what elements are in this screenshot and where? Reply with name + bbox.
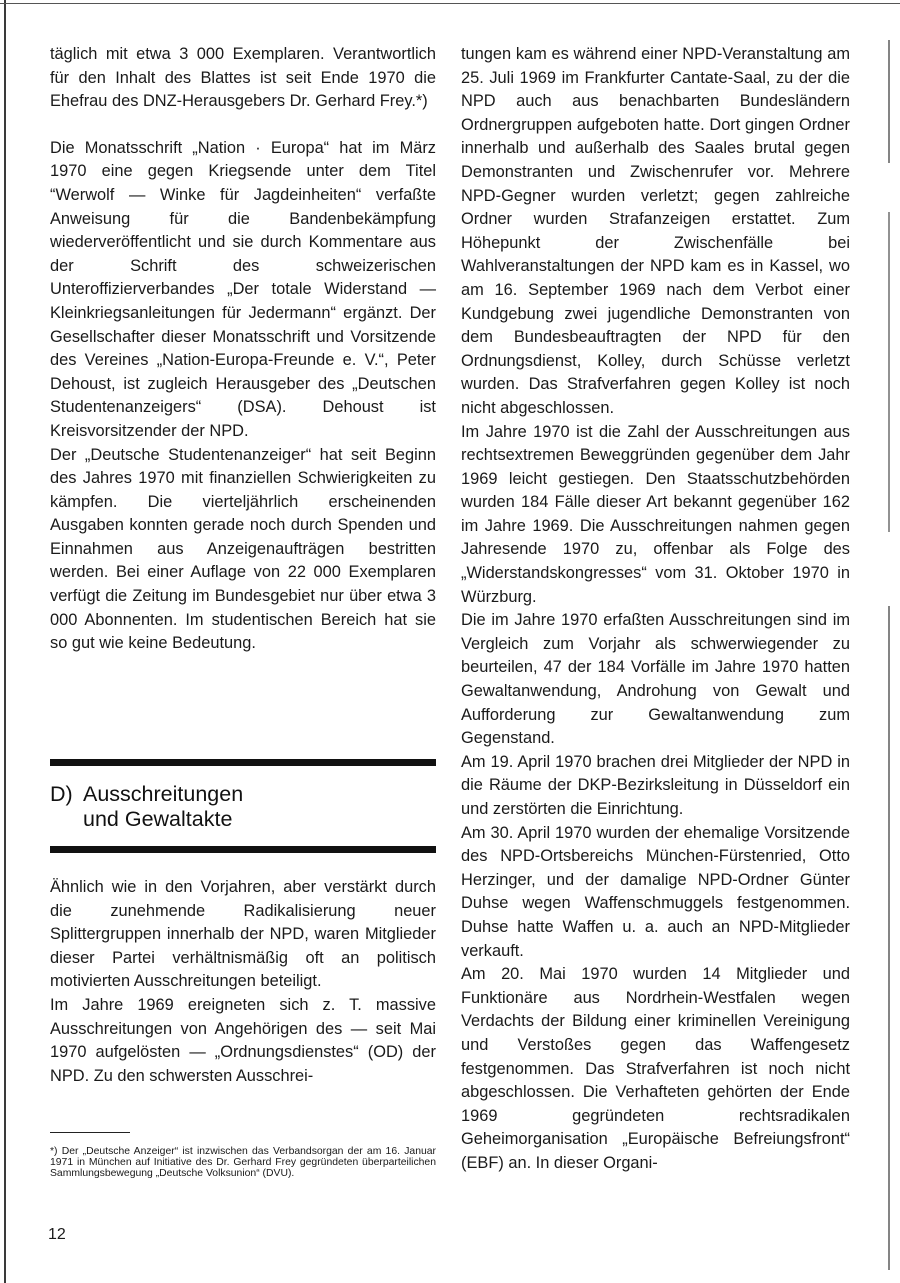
left-column-lower <box>50 876 436 1088</box>
scan-edge-left <box>4 0 6 1283</box>
paragraph: täglich mit etwa 3 000 Exemplaren. Verantwortlich für den Inhalt des Blattes ist seit Ende 1970 die Ehefrau des DNZ-Herausgebers Dr. Gerhard Frey.*) <box>50 45 436 111</box>
paragraph: tungen kam es während einer NPD-Veranstaltung am 25. Juli 1969 im Frankfurter Cantate-Saal, zu der die NPD auch aus benachbarten Bundesländern Ordnergruppen aufgeboten hatte. Dort gingen Ordner innerhalb und außerhalb des Saales brutal gegen Demonstranten und Zwischenrufer vor. Mehrere NPD-Gegner wurden verletzt; gegen zahlreiche Ordner wurden Strafanzeigen erstattet. Zum Höhepunkt der Zwischenfälle bei Wahlveranstaltungen der NPD kam es in Kassel, wo am 16. September 1969 nach dem Verbot einer Kundgebung zwei jugendliche Demonstranten von dem Bundesbeauftragten der NPD für den Ordnungsdienst, Kolley, durch Schüsse verletzt wurden. Das Strafverfahren gegen Kolley ist noch nicht abgeschlossen. <box>461 45 850 417</box>
section-rule-top <box>50 759 436 766</box>
paragraph: Die Monatsschrift „Nation · Europa“ hat im März 1970 eine gegen Kriegsende unter dem Titel “Werwolf — Winke für Jagdeinheiten“ verfaßte Anweisung für die Bandenbekämpfung wiederveröffentlicht und sie durch Kommentare aus der Schrift des schweizerischen Unteroffizierverbandes „Der totale Widerstand — Kleinkriegsanleitungen für Jedermann“ ergänzt. Der Gesellschafter dieser Monatsschrift und Vorsitzende des Vereines „Nation-Europa-Freunde e. V.“, Peter Dehoust, ist zugleich Herausgeber des „Deutschen Studentenanzeigers“ (DSA). Dehoust ist Kreisvorsitzender der NPD. <box>50 138 436 440</box>
paragraph: Am 19. April 1970 brachen drei Mitglieder der NPD in die Räume der DKP-Bezirksleitung in Düsseldorf ein und zerstörten die Einrichtung. <box>461 752 850 818</box>
section-rule-bottom <box>50 846 436 853</box>
scan-edge-top <box>0 3 900 4</box>
footnote: *) Der „Deutsche Anzeiger“ ist inzwischen das Verbandsorgan der am 16. Januar 1971 in München auf Initiative des Dr. Gerhard Frey gegründeten überparteilichen Sammlungsbewegung „Deutsche Volksunion“ (DVU). <box>50 1146 436 1179</box>
left-column <box>50 43 436 656</box>
page-number: 12 <box>48 1226 66 1243</box>
right-column <box>461 43 850 1176</box>
paragraph: Ähnlich wie in den Vorjahren, aber verstärkt durch die zunehmende Radikalisierung neuer Splittergruppen innerhalb der NPD, waren Mitglieder dieser Partei verhältnismäßig oft an politisch motivierten Ausschreitungen beteiligt. <box>50 878 436 991</box>
section-heading <box>50 782 436 832</box>
scan-edge-right <box>888 40 890 1270</box>
paragraph: Am 20. Mai 1970 wurden 14 Mitglieder und Funktionäre aus Nordrhein-Westfalen wegen Verdachts der Bildung einer kriminellen Vereinigung und Verstoßes gegen das Waffengesetz festgenommen. Das Strafverfahren ist noch nicht abgeschlossen. Die Verhafteten gehörten der Ende 1969 gegründeten rechtsradikalen Geheimorganisation „Europäische Befreiungsfront“ (EBF) an. In dieser Organi- <box>461 965 850 1172</box>
section-title-line1: Ausschreitungen <box>83 782 244 806</box>
footnote-divider <box>50 1132 130 1133</box>
paragraph: Am 30. April 1970 wurden der ehemalige Vorsitzende des NPD-Ortsbereichs München-Fürstenried, Otto Herzinger, und der damalige NPD-Ordner Günter Duhse wegen Waffenschmuggels festgenommen. Duhse hatte Waffen u. a. auch an NPD-Mitglieder verkauft. <box>461 823 850 960</box>
paragraph: Der „Deutsche Studentenanzeiger“ hat seit Beginn des Jahres 1970 mit finanziellen Schwierigkeiten zu kämpfen. Die vierteljährlich erscheinenden Ausgaben konnten gerade noch durch Spenden und Einnahmen aus Anzeigenaufträgen bestritten werden. Bei einer Auflage von 22 000 Exemplaren verfügt die Zeitung im Bundesgebiet nur über etwa 3 000 Abonnenten. Im studentischen Bereich hat sie so gut wie keine Bedeutung. <box>50 445 436 653</box>
section-title-line2: und Gewaltakte <box>83 807 233 831</box>
paragraph: Im Jahre 1970 ist die Zahl der Ausschreitungen aus rechtsextremen Beweggründen gegenüber dem Jahr 1969 leicht gestiegen. Den Staatsschutzbehörden wurden 184 Fälle dieser Art bekannt gegenüber 162 im Jahre 1969. Die Ausschreitungen nahmen gegen Jahresende 1970 zu, offenbar als Folge des „Widerstandskongresses“ vom 31. Oktober 1970 in Würzburg. <box>461 422 850 606</box>
paragraph: Im Jahre 1969 ereigneten sich z. T. massive Ausschreitungen von Angehörigen des — seit Mai 1970 aufgelösten — „Ordnungsdienstes“ (OD) der NPD. Zu den schwersten Ausschrei- <box>50 995 436 1085</box>
section-label: D) <box>50 782 73 806</box>
paragraph: Die im Jahre 1970 erfaßten Ausschreitungen sind im Vergleich zum Vorjahr als schwerwiegender zu beurteilen, 47 der 184 Vorfälle im Jahre 1970 hatten Gewaltanwendung, Androhung von Gewalt und Aufforderung zur Gewaltanwendung zum Gegenstand. <box>461 611 850 748</box>
